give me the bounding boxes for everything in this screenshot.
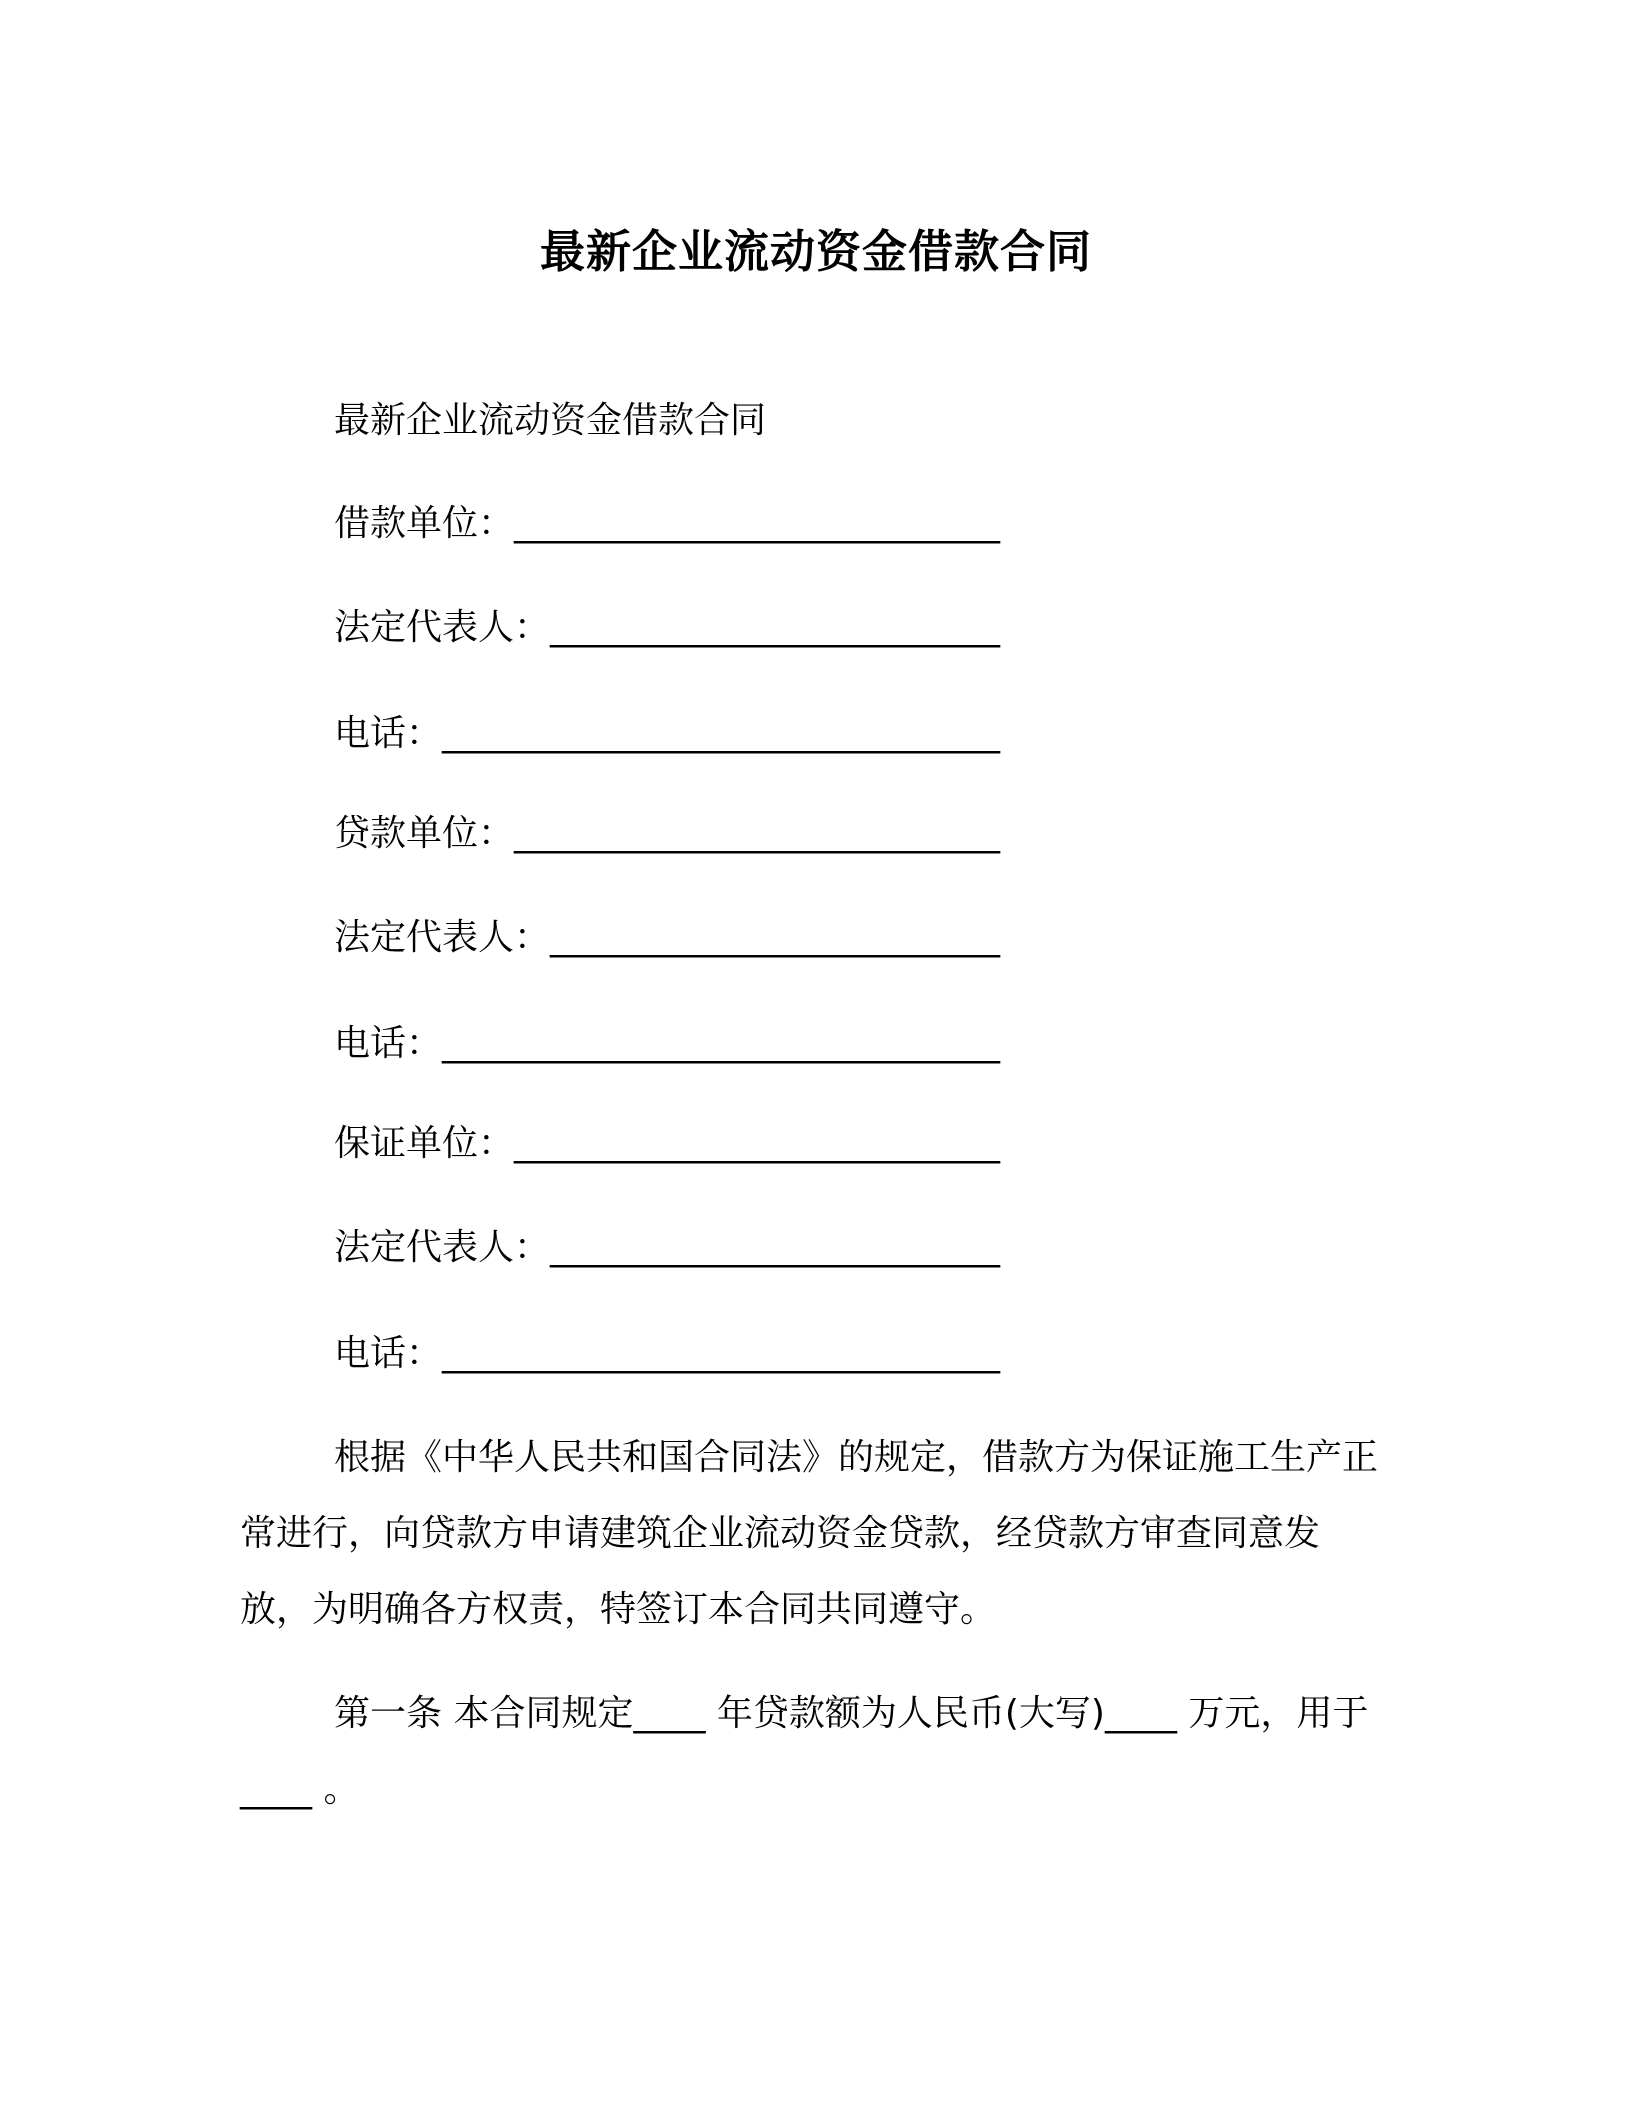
document-title: 最新企业流动资金借款合同 (539, 225, 1092, 278)
borrower-unit-field: 借款单位：___________________________ (334, 503, 1001, 544)
lender-unit-field: 贷款单位：___________________________ (334, 813, 1001, 854)
article-one-paragraph: 第一条 本合同规定____ 年贷款额为人民币(大写)____ 万元，用于____ 。 (240, 1693, 1369, 1810)
borrower-phone-field: 电话：_______________________________ (334, 713, 1001, 754)
guarantor-representative-field: 法定代表人：_________________________ (334, 1227, 1001, 1268)
lender-representative-field: 法定代表人：_________________________ (334, 917, 1001, 958)
borrower-representative-field: 法定代表人：_________________________ (334, 607, 1001, 648)
guarantor-phone-field: 电话：_______________________________ (334, 1333, 1001, 1374)
document-subtitle: 最新企业流动资金借款合同 (334, 400, 767, 441)
preamble-paragraph: 根据《中华人民共和国合同法》的规定，借款方为保证施工生产正常进行，向贷款方申请建筑企业流动资金贷款，经贷款方审查同意发放，为明确各方权责，特签订本合同共同遵守。 (240, 1437, 1379, 1630)
guarantor-unit-field: 保证单位：___________________________ (334, 1123, 1001, 1164)
lender-phone-field: 电话：_______________________________ (334, 1023, 1001, 1064)
